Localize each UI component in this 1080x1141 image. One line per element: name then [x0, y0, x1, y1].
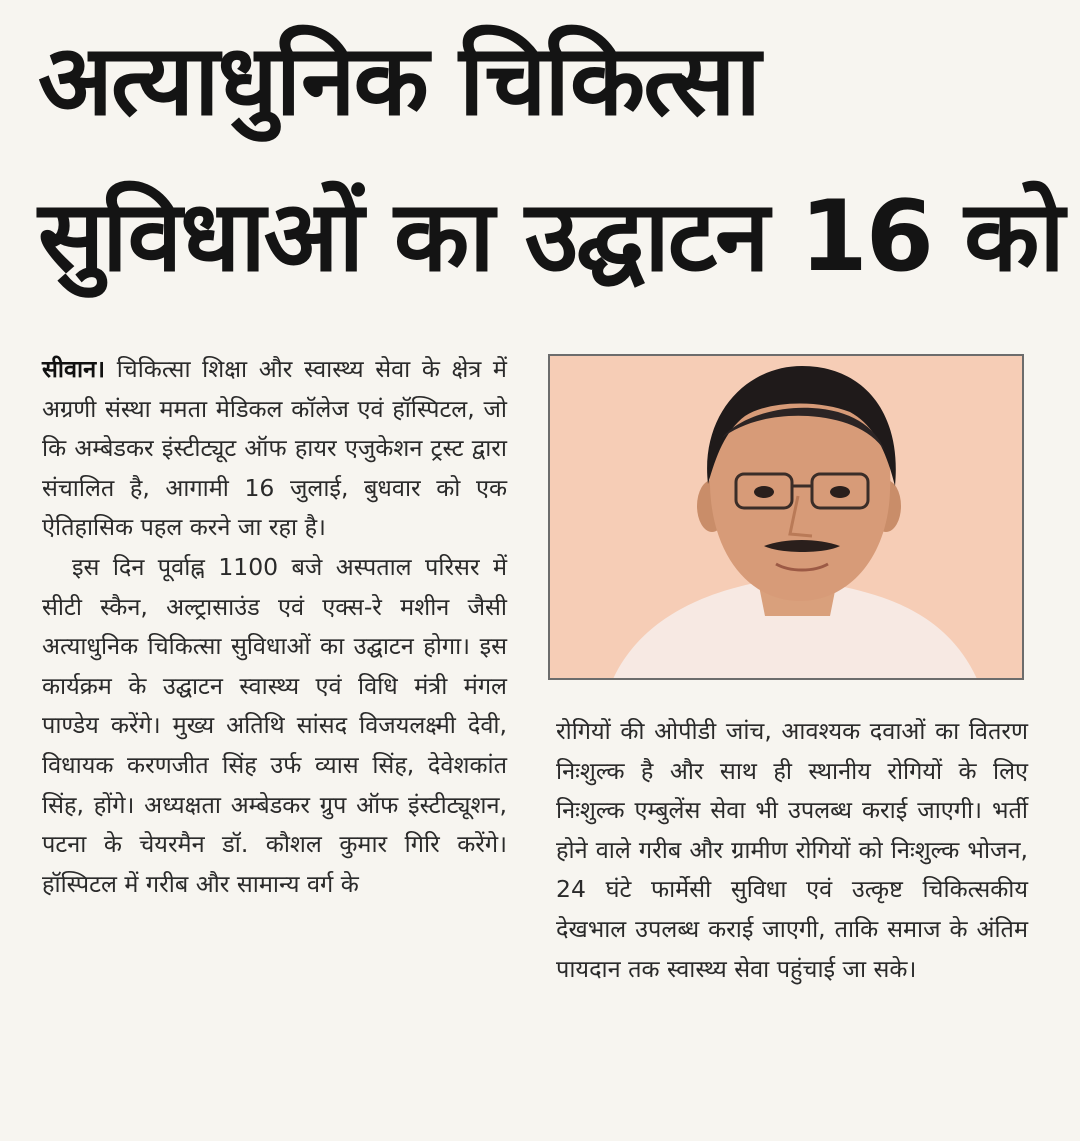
- headline-line-2: सुविधाओं का उद्घाटन 16 को: [38, 180, 1063, 294]
- article-column-left: [42, 350, 507, 1130]
- article-column-right: [556, 712, 1028, 1122]
- person-portrait-icon: [550, 356, 1022, 678]
- headline-line-1: अत्याधुनिक चिकित्सा: [38, 24, 759, 138]
- article-paragraph-3: रोगियों की ओपीडी जांच, आवश्यक दवाओं का वितरण निःशुल्क है और साथ ही स्थानीय रोगियों के लिए निःशुल्क एम्बुलेंस सेवा भी उपलब्ध कराई जाएगी। भर्ती होने वाले गरीब और ग्रामीण रोगियों को निःशुल्क भोजन, 24 घंटे फार्मेसी सुविधा एवं उत्कृष्ट चिकित्सकीय देखभाल उपलब्ध कराई जाएगी, ताकि समाज के अंतिम पायदान तक स्वास्थ्य सेवा पहुंचाई जा सके।: [556, 717, 1028, 983]
- article-paragraph-2: इस दिन पूर्वाह्न 1100 बजे अस्पताल परिसर में सीटी स्कैन, अल्ट्रासाउंड एवं एक्स-रे मशीन जैसी अत्याधुनिक चिकित्सा सुविधाओं का उद्घाटन होगा। इस कार्यक्रम के उद्घाटन स्वास्थ्य एवं विधि मंत्री मंगल पाण्डेय करेंगे। मुख्य अतिथि सांसद विजयलक्ष्मी देवी, विधायक करणजीत सिंह उर्फ व्यास सिंह, देवेशकांत सिंह, होंगे। अध्यक्षता अम्बेडकर ग्रुप ऑफ इंस्टीट्यूशन, पटना के चेयरमैन डॉ. कौशल कुमार गिरि करेंगे। हॉस्पिटल में गरीब और सामान्य वर्ग के: [42, 552, 507, 898]
- article-paragraph-1: [42, 350, 507, 548]
- dateline: सीवान।: [42, 355, 106, 383]
- portrait-photo: [548, 354, 1024, 680]
- article-paragraph-1-text: चिकित्सा शिक्षा और स्वास्थ्य सेवा के क्षेत्र में अग्रणी संस्था ममता मेडिकल कॉलेज एवं हॉस्पिटल, जो कि अम्बेडकर इंस्टीट्यूट ऑफ हायर एजुकेशन ट्रस्ट द्वारा संचालित है, आगामी 16 जुलाई, बुधवार को एक ऐतिहासिक पहल करने जा रहा है।: [42, 355, 507, 542]
